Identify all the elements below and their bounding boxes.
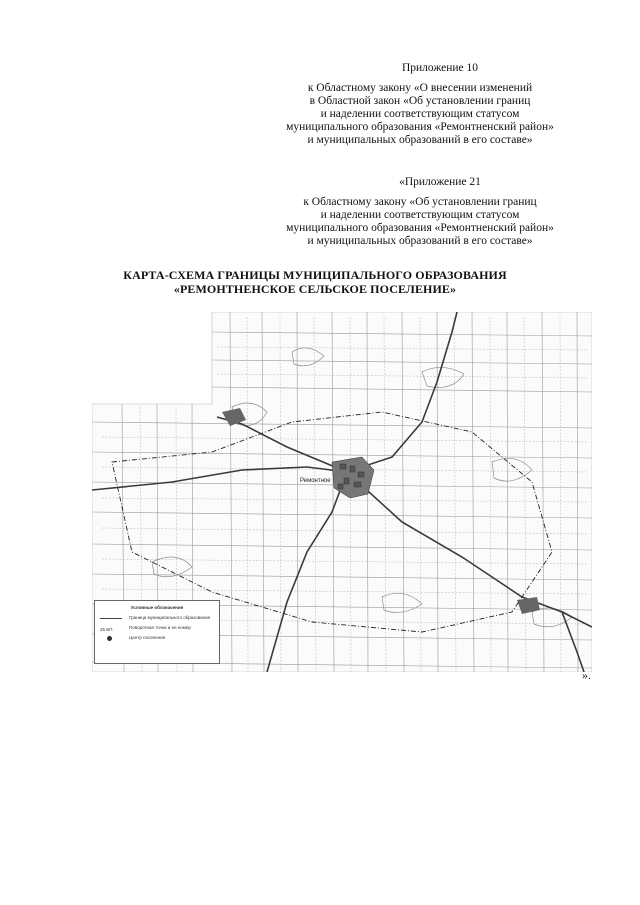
closing-quote: ». (582, 668, 591, 682)
appendix-10-line: и муниципальных образований в его составе» (307, 134, 533, 146)
legend-item-center (95, 634, 219, 644)
center-dot-icon (107, 636, 112, 641)
legend-item-turning-point (95, 624, 219, 634)
appendix-10-header (240, 62, 600, 147)
appendix-21-line: и наделении соответствующим статусом (320, 209, 520, 221)
title-line-1: КАРТА-СХЕМА ГРАНИЦЫ МУНИЦИПАЛЬНОГО ОБРАЗОВАНИЯ (123, 268, 507, 282)
appendix-10-heading: Приложение 10 (401, 62, 479, 74)
legend-item-text: Центр поселения (129, 635, 166, 640)
legend-item-text: Поворотная точка и ее номер (129, 625, 191, 630)
map-legend (94, 600, 220, 664)
document-title (60, 268, 570, 296)
legend-title: Условные обозначения (130, 605, 184, 610)
boundary-line-symbol (100, 618, 122, 619)
appendix-21-header (240, 176, 600, 248)
appendix-10-line: муниципального образования «Ремонтненский район» (286, 121, 554, 133)
appendix-21-line: и муниципальных образований в его составе» (307, 235, 533, 247)
appendix-21-line: к Областному закону «Об установлении границ (303, 196, 537, 208)
legend-item-boundary (95, 614, 219, 624)
appendix-21-line: муниципального образования «Ремонтненский район» (286, 222, 554, 234)
title-line-2: «РЕМОНТНЕНСКОЕ СЕЛЬСКОЕ ПОСЕЛЕНИЕ» (173, 282, 457, 296)
appendix-10-line: в Областной закон «Об установлении границ (309, 95, 531, 107)
legend-item-text: Граница муниципального образования (129, 615, 211, 620)
appendix-10-line: и наделении соответствующим статусом (320, 108, 520, 120)
turning-point-symbol: 25 БП (100, 627, 113, 632)
appendix-10-line: к Областному закону «О внесении изменений (307, 82, 533, 94)
settlement-label: Ремонтное (300, 478, 331, 484)
appendix-21-heading: «Приложение 21 (399, 176, 481, 188)
